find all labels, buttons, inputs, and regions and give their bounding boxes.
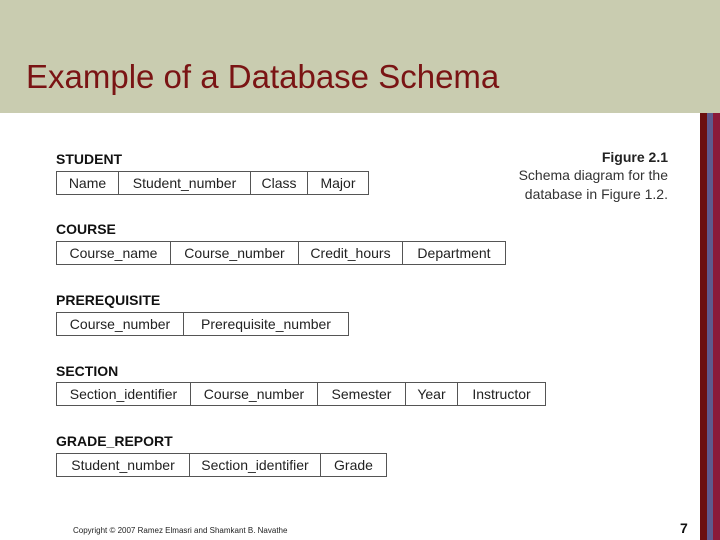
attribute-cell: Instructor bbox=[472, 386, 531, 402]
attribute-cell: Class bbox=[251, 172, 308, 194]
figure-caption-line: Schema diagram for the bbox=[518, 167, 668, 183]
attribute-cell: Course_number bbox=[57, 313, 184, 335]
title-banner bbox=[0, 0, 720, 113]
relation-student bbox=[56, 171, 369, 195]
relation-name-student: STUDENT bbox=[56, 151, 123, 167]
relation-name-prerequisite: PREREQUISITE bbox=[56, 292, 161, 308]
attribute-cell: Section_identifier bbox=[57, 383, 191, 405]
figure-caption-line: database in Figure 1.2. bbox=[524, 186, 668, 202]
relation-name-grade-report: GRADE_REPORT bbox=[56, 433, 173, 449]
page-number: 7 bbox=[680, 520, 688, 536]
relation-grade-report bbox=[56, 453, 387, 477]
attribute-cell: Department bbox=[417, 245, 491, 261]
relation-prerequisite bbox=[56, 312, 349, 336]
attribute-cell: Course_number bbox=[191, 383, 318, 405]
attribute-cell: Section_identifier bbox=[190, 454, 321, 476]
attribute-cell: Course_number bbox=[171, 242, 299, 264]
relation-name-course: COURSE bbox=[56, 221, 116, 237]
attribute-cell: Student_number bbox=[119, 172, 251, 194]
relation-name-section: SECTION bbox=[56, 363, 119, 379]
attribute-cell: Student_number bbox=[57, 454, 190, 476]
attribute-cell: Prerequisite_number bbox=[201, 316, 331, 332]
slide-title: Example of a Database Schema bbox=[26, 58, 500, 95]
attribute-cell: Major bbox=[320, 175, 356, 191]
figure-caption bbox=[519, 149, 668, 204]
decorative-bar-maroon bbox=[713, 113, 720, 540]
copyright-notice: Copyright © 2007 Ramez Elmasri and Shamkant B. Navathe bbox=[73, 526, 288, 535]
attribute-cell: Grade bbox=[334, 457, 373, 473]
attribute-cell: Name bbox=[57, 172, 119, 194]
decorative-bar-red bbox=[700, 113, 707, 540]
relation-course bbox=[56, 241, 506, 265]
attribute-cell: Credit_hours bbox=[299, 242, 403, 264]
attribute-cell: Year bbox=[406, 383, 458, 405]
attribute-cell: Semester bbox=[318, 383, 406, 405]
figure-label: Figure 2.1 bbox=[601, 149, 668, 165]
relation-section bbox=[56, 382, 546, 406]
attribute-cell: Course_name bbox=[57, 242, 171, 264]
